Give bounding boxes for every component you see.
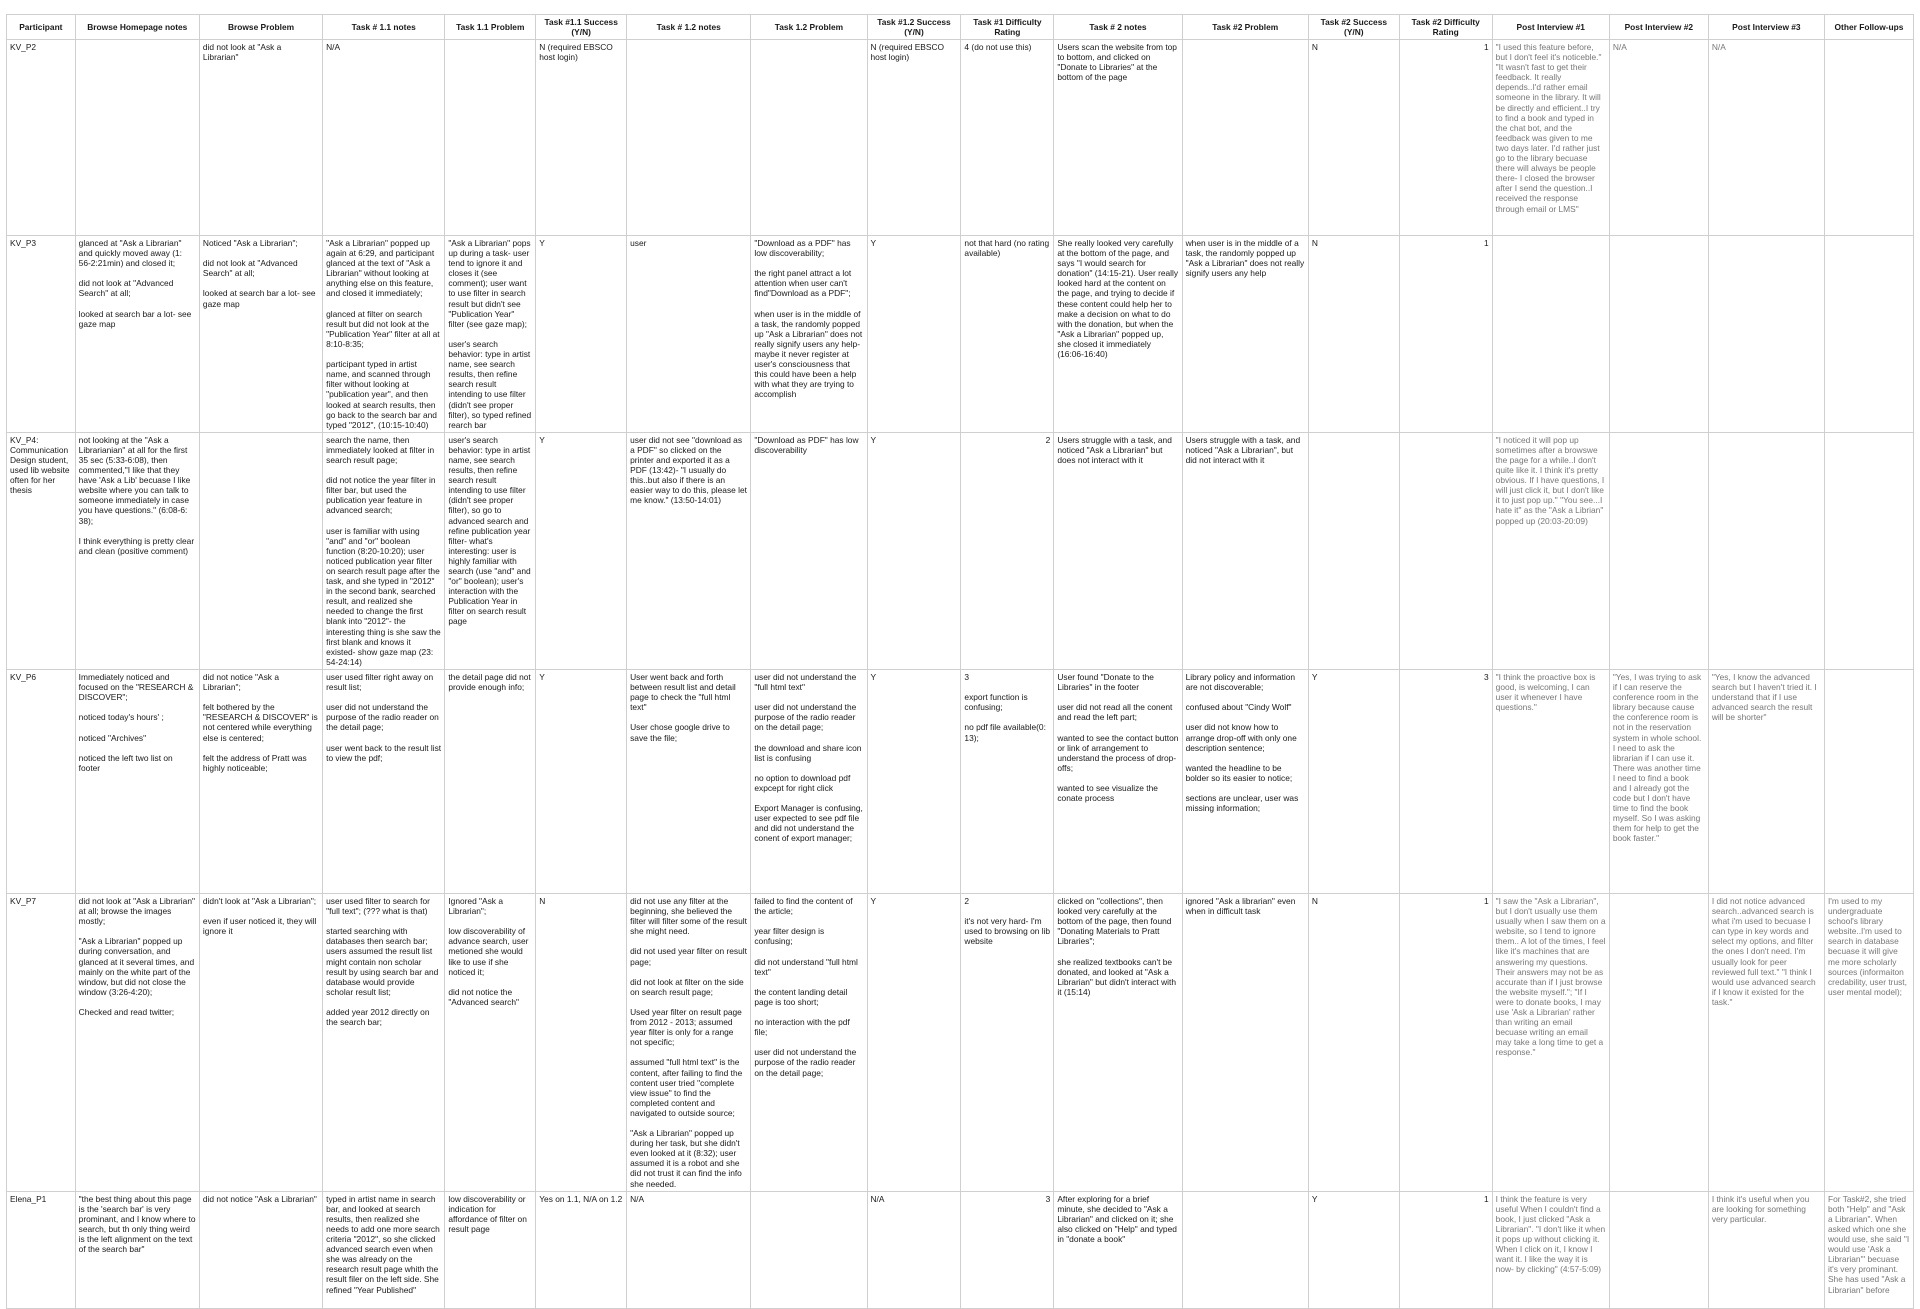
cell-task12-problem[interactable]: "Download as PDF" has low discoverability bbox=[751, 432, 867, 669]
column-header-post-interview-2[interactable]: Post Interview #2 bbox=[1609, 15, 1708, 40]
cell-browse-problem[interactable]: did not look at "Ask a Librarian" bbox=[199, 40, 322, 236]
cell-task1-difficulty[interactable]: 3 bbox=[961, 1191, 1054, 1308]
column-header-post-interview-1[interactable]: Post Interview #1 bbox=[1492, 15, 1609, 40]
cell-other-follow-ups[interactable] bbox=[1824, 40, 1913, 236]
cell-task12-problem[interactable] bbox=[751, 1191, 867, 1308]
table-row bbox=[7, 669, 1914, 893]
cell-task1-difficulty[interactable]: not that hard (no rating available) bbox=[961, 236, 1054, 433]
cell-task2-difficulty[interactable]: 1 bbox=[1399, 1191, 1492, 1308]
cell-task1-difficulty[interactable]: 3 export function is confusing; no pdf file available(0: 13); bbox=[961, 669, 1054, 893]
cell-post-interview-1[interactable]: "I used this feature before, but I don't feel it's noticeble." "It wasn't fast to get their feedback. It really depends..I'd rather email someone in the library. It will be directly and efficient..I try to find a book and typed in the chat bot, and the feedback was given to me two days later. I'd rather just go to the library becuase there will always be people there- I closed the browser after I send the question..I received the response through email or LMS" bbox=[1492, 40, 1609, 236]
cell-task11-problem[interactable]: user's search behavior: type in artist name, see search results, then refine search result intending to use filter (didn't see proper filter), so go to advanced search and refine publication year filter- what's interesting: user is highly familiar with search (use "and" and "or" boolean); user's interaction with the Publication Year in filter on search result page bbox=[445, 432, 536, 669]
cell-task12-success[interactable]: Y bbox=[867, 432, 961, 669]
cell-task11-notes[interactable]: user used filter to search for "full text"; (??? what is that) started searching with databases then search bar; users assumed the result list might contain non scholar result by using search bar and database would provide scholar result list; added year 2012 directly on the search bar; bbox=[323, 893, 445, 1191]
cell-task11-success[interactable]: N (required EBSCO host login) bbox=[536, 40, 627, 236]
cell-participant[interactable]: KV_P7 bbox=[7, 893, 76, 1191]
cell-task1-difficulty[interactable]: 4 (do not use this) bbox=[961, 40, 1054, 236]
cell-browse-notes[interactable]: not looking at the "Ask a Librarianian" at all for the first 35 sec (5:33-6:08), then commented,"I like that they have 'Ask a Lib' becuase I like website where you can talk to someone immediately in case you have questions." (6:08-6: 38); I think everything is pretty clear and clean (positive comment) bbox=[75, 432, 199, 669]
cell-task12-notes[interactable]: user bbox=[627, 236, 751, 433]
cell-task2-success[interactable]: Y bbox=[1308, 1191, 1399, 1308]
cell-task2-problem[interactable]: Library policy and information are not discoverable; confused about "Cindy Wolf" user did not know how to arrange drop-off with only one description sentence; wanted the headline to be bolder so its easier to notice; sections are unclear, user was missing information; bbox=[1182, 669, 1308, 893]
cell-task12-success[interactable]: Y bbox=[867, 669, 961, 893]
cell-task2-notes[interactable]: User found "Donate to the Libraries" in the footer user did not read all the conent and read the left part; wanted to see the contact button or link of arrangement to understand the process of drop-offs; wanted to see visualize the conate process bbox=[1054, 669, 1182, 893]
cell-task12-success[interactable]: N (required EBSCO host login) bbox=[867, 40, 961, 236]
column-header-task2-problem[interactable]: Task #2 Problem bbox=[1182, 15, 1308, 40]
cell-task11-problem[interactable]: Ignored "Ask a Librarian"; low discoverability of advance search, user metioned she would like to use if she noticed it; did not notice the "Advanced search" bbox=[445, 893, 536, 1191]
cell-participant[interactable]: KV_P2 bbox=[7, 40, 76, 236]
cell-browse-problem[interactable]: did not notice "Ask a Librarian"; felt bothered by the "RESEARCH & DISCOVER" is not centered while everything else is centered; felt the address of Pratt was highly noticeable; bbox=[199, 669, 322, 893]
cell-task11-notes[interactable]: "Ask a Librarian" popped up again at 6:29, and participant glanced at the text of "Ask a Librarian" without looking at anything else on this feature, and closed it immediately; glanced at filter on search result but did not look at the "Publication Year" filter at all at 8:10-8:35; participant typed in artist name, and scanned through filter without looking at "publication year", and then looked at search results, then go back to the search bar and typed "2012", (10:15-10:40) bbox=[323, 236, 445, 433]
cell-task2-problem[interactable] bbox=[1182, 1191, 1308, 1308]
cell-task2-difficulty[interactable]: 3 bbox=[1399, 669, 1492, 893]
cell-browse-problem[interactable]: Noticed "Ask a Librarian"; did not look at "Advanced Search" at all; looked at search bar a lot- see gaze map bbox=[199, 236, 322, 433]
cell-post-interview-1[interactable]: "I noticed it will pop up sometimes after a browswe the page for a while..I don't quite like it. I think it's pretty obvious. If I have questions, I will just click it, but I don't like it to just pop up." "You see...I hate it" as the "Ask a Librian" popped up (20:03-20:09) bbox=[1492, 432, 1609, 669]
cell-post-interview-3[interactable]: I did not notice advanced search..advanced search is what i'm used to becuase I can type in key words and select my options, and filter the ones I don't need. I'm usually look for peer reviewed full text." "I think I would use advanced search if I know it existed for the task." bbox=[1708, 893, 1824, 1191]
cell-task2-success[interactable]: Y bbox=[1308, 669, 1399, 893]
cell-post-interview-2[interactable]: N/A bbox=[1609, 40, 1708, 236]
cell-browse-problem[interactable]: didn't look at "Ask a Librarian"; even if user noticed it, they will ignore it bbox=[199, 893, 322, 1191]
cell-task2-success[interactable] bbox=[1308, 432, 1399, 669]
cell-task12-notes[interactable]: User went back and forth between result list and detail page to check the "full html text" User chose google drive to save the file; bbox=[627, 669, 751, 893]
cell-post-interview-3[interactable]: "Yes, I know the advanced search but I haven't tried it. I understand that if I use advanced search the result will be shorter" bbox=[1708, 669, 1824, 893]
cell-task2-problem[interactable] bbox=[1182, 40, 1308, 236]
cell-task11-success[interactable]: Y bbox=[536, 669, 627, 893]
column-header-task12-notes[interactable]: Task # 1.2 notes bbox=[627, 15, 751, 40]
cell-task2-success[interactable]: N bbox=[1308, 40, 1399, 236]
cell-task2-success[interactable]: N bbox=[1308, 893, 1399, 1191]
cell-task11-success[interactable]: N bbox=[536, 893, 627, 1191]
column-header-task12-success[interactable]: Task #1.2 Success (Y/N) bbox=[867, 15, 961, 40]
cell-post-interview-3[interactable] bbox=[1708, 432, 1824, 669]
cell-task11-notes[interactable]: user used filter right away on result list; user did not understand the purpose of the radio reader on the detail page; user went back to the result list to view the pdf; bbox=[323, 669, 445, 893]
cell-other-follow-ups[interactable] bbox=[1824, 669, 1913, 893]
cell-other-follow-ups[interactable] bbox=[1824, 236, 1913, 433]
cell-participant[interactable]: KV_P3 bbox=[7, 236, 76, 433]
cell-participant[interactable]: Elena_P1 bbox=[7, 1191, 76, 1308]
table-row bbox=[7, 1191, 1914, 1308]
column-header-participant[interactable]: Participant bbox=[7, 15, 76, 40]
cell-task11-problem[interactable]: the detail page did not provide enough info; bbox=[445, 669, 536, 893]
table-row bbox=[7, 893, 1914, 1191]
cell-task11-notes[interactable]: search the name, then immediately looked at filter in search result page; did not notice the year filter in filter bar, but used the publication year feature in advanced search; user is familiar with using "and" and "or" boolean function (8:20-10:20); user noticed publication year filter on search result page after the task, and she typed in "2012" in the second bank, searched result, and realized she needed to change the first blank into "2012"- the interesting thing is she saw the first blank and knows it existed- show gaze map (23: 54-24:14) bbox=[323, 432, 445, 669]
findings-table bbox=[6, 14, 1914, 1309]
cell-post-interview-2[interactable]: "Yes, I was trying to ask if I can reserve the conference room in the library because cause the conference room is not in the reservation system in whole school. I need to ask the librarian if I can use it. There was another time I need to find a book and I already got the code but I don't have time to find the book myself. So I was asking them for help to get the book faster." bbox=[1609, 669, 1708, 893]
cell-post-interview-1[interactable]: I think the feature is very useful When I couldn't find a book, I just clicked "Ask a Librarian". "I don't like it when it pops up without clicking it. When I click on it, I know I want it. I like the way it is now- by clicking" (4:57-5:09) bbox=[1492, 1191, 1609, 1308]
cell-task2-notes[interactable]: Users struggle with a task, and noticed "Ask a Librarian" but does not interact with it bbox=[1054, 432, 1182, 669]
cell-post-interview-2[interactable] bbox=[1609, 893, 1708, 1191]
cell-post-interview-1[interactable]: "I saw the "Ask a Librarian", but I don't usually use them usually when I saw them on a website, so I tend to ignore them.. A lot of the times, I feel like it's machines that are answering my questions. Their answers may not be as accurate than if I just browse the website myself."; "If I were to donate books, I may use 'Ask a Librarian' rather than writing an email becuase writing an email may take a long time to get a response." bbox=[1492, 893, 1609, 1191]
cell-post-interview-2[interactable] bbox=[1609, 236, 1708, 433]
column-header-other-follow-ups[interactable]: Other Follow-ups bbox=[1824, 15, 1913, 40]
cell-task1-difficulty[interactable]: 2 it's not very hard- I'm used to browsing on lib website bbox=[961, 893, 1054, 1191]
table-row bbox=[7, 432, 1914, 669]
usability-notes-spreadsheet bbox=[6, 14, 1914, 1309]
cell-task11-notes[interactable]: N/A bbox=[323, 40, 445, 236]
cell-task2-difficulty[interactable]: 1 bbox=[1399, 236, 1492, 433]
table-row bbox=[7, 40, 1914, 236]
column-header-browse-problem[interactable]: Browse Problem bbox=[199, 15, 322, 40]
table-row bbox=[7, 236, 1914, 433]
cell-post-interview-1[interactable]: "I think the proactive box is good, is welcoming, I can user it whenever I have questions." bbox=[1492, 669, 1609, 893]
column-header-task11-notes[interactable]: Task # 1.1 notes bbox=[323, 15, 445, 40]
cell-task12-notes[interactable]: user did not see "download as a PDF" so clicked on the printer and exported it as a PDF (13:42)- "I usually do this..but also if there is an easier way to do this, please let me know." (13:50-14:01) bbox=[627, 432, 751, 669]
cell-browse-problem[interactable] bbox=[199, 432, 322, 669]
column-header-task2-difficulty[interactable]: Task #2 Difficulty Rating bbox=[1399, 15, 1492, 40]
cell-task2-difficulty[interactable]: 1 bbox=[1399, 40, 1492, 236]
cell-task2-problem[interactable]: ignored "Ask a librarian" even when in difficult task bbox=[1182, 893, 1308, 1191]
cell-browse-notes[interactable] bbox=[75, 40, 199, 236]
cell-task12-success[interactable]: N/A bbox=[867, 1191, 961, 1308]
cell-post-interview-2[interactable] bbox=[1609, 1191, 1708, 1308]
cell-task11-problem[interactable] bbox=[445, 40, 536, 236]
cell-other-follow-ups[interactable]: For Task#2, she tried both "Help" and "Ask a Librarian". When asked which one she would use, she said "I would use 'Ask a Librarian'" becuase it's very prominant. She has used "Ask a Librarian" before bbox=[1824, 1191, 1913, 1308]
column-header-browse-notes[interactable]: Browse Homepage notes bbox=[75, 15, 199, 40]
cell-task11-success[interactable]: Yes on 1.1, N/A on 1.2 bbox=[536, 1191, 627, 1308]
cell-task12-problem[interactable] bbox=[751, 40, 867, 236]
cell-task12-notes[interactable]: N/A bbox=[627, 1191, 751, 1308]
cell-task2-difficulty[interactable] bbox=[1399, 432, 1492, 669]
cell-browse-notes[interactable]: glanced at "Ask a Librarian" and quickly moved away (1: 56-2:21min) and closed it; did not look at "Advanced Search" at all; looked at search bar a lot- see gaze map bbox=[75, 236, 199, 433]
cell-task2-problem[interactable]: when user is in the middle of a task, the randomly popped up "Ask a Librarian" does not really signify users any help bbox=[1182, 236, 1308, 433]
cell-task1-difficulty[interactable]: 2 bbox=[961, 432, 1054, 669]
cell-task12-problem[interactable]: failed to find the content of the article; year filter design is confusing; did not understand "full html text" the content landing detail page is too short; no interaction with the pdf file; user did not understand the purpose of the radio reader on the detail page; bbox=[751, 893, 867, 1191]
cell-browse-notes[interactable]: Immediately noticed and focused on the "RESEARCH & DISCOVER"; noticed today's hours' ; noticed "Archives" noticed the left two list on footer bbox=[75, 669, 199, 893]
column-header-task2-notes[interactable]: Task # 2 notes bbox=[1054, 15, 1182, 40]
cell-task2-notes[interactable]: After exploring for a brief minute, she decided to "Ask a Librarian" and clicked on it; she also clicked on "Help" and typed in "donate a book" bbox=[1054, 1191, 1182, 1308]
cell-task12-success[interactable]: Y bbox=[867, 893, 961, 1191]
cell-post-interview-3[interactable]: N/A bbox=[1708, 40, 1824, 236]
cell-task2-notes[interactable]: She really looked very carefully at the bottom of the page, and says "I would search for donation" (14:15-21). User really looked hard at the content on the page, and trying to decide if these content could help her to make a decision on what to do with the donation, but when the "Ask a Librarian" popped up, she closed it immediately (16:06-16:40) bbox=[1054, 236, 1182, 433]
cell-task2-notes[interactable]: clicked on "collections", then looked very carefully at the bottom of the page, then found "Donating Materials to Pratt Libraries"; she realized textbooks can't be donated, and looked at "Ask a Librarian" but didn't interact with it (15:14) bbox=[1054, 893, 1182, 1191]
cell-task11-problem[interactable]: "Ask a Librarian" pops up during a task- user tend to ignore it and closes it (see comment); user want to use filter in search result but didn't see "Publication Year" filter (see gaze map); user's search behavior: type in artist name, see search results, then refine search result intending to use filter (didn't see proper filter), so typed refined rearch bar bbox=[445, 236, 536, 433]
cell-task12-problem[interactable]: "Download as a PDF" has low discoverability; the right panel attract a lot attention when user can't find"Download as a PDF"; when user is in the middle of a task, the randomly popped up "Ask a Librarian" does not really signify users any help- maybe it never register at user's consciousness that this could have been a help with what they are trying to accomplish bbox=[751, 236, 867, 433]
cell-task2-success[interactable]: N bbox=[1308, 236, 1399, 433]
cell-post-interview-3[interactable] bbox=[1708, 236, 1824, 433]
cell-participant[interactable]: KV_P6 bbox=[7, 669, 76, 893]
cell-task2-difficulty[interactable]: 1 bbox=[1399, 893, 1492, 1191]
cell-task12-problem[interactable]: user did not understand the "full html text" user did not understand the purpose of the radio reader on the detail page; the download and share icon list is confusing no option to download pdf expcept for right click Export Manager is confusing, user expected to see pdf file and did not understand the conent of export manager; bbox=[751, 669, 867, 893]
cell-other-follow-ups[interactable]: I'm used to my undergraduate school's library website..I'm used to search in database becuase it will give me more scholarly sources (informaiton credability, user trust, user mental model); bbox=[1824, 893, 1913, 1191]
column-header-post-interview-3[interactable]: Post Interview #3 bbox=[1708, 15, 1824, 40]
cell-task2-notes[interactable]: Users scan the website from top to bottom, and clicked on "Donate to Libraries" at the bottom of the page bbox=[1054, 40, 1182, 236]
cell-post-interview-2[interactable] bbox=[1609, 432, 1708, 669]
cell-task11-notes[interactable]: typed in artist name in search bar, and looked at search results, then realized she needs to add one more search criteria "2012", so she clicked advanced search even when she was already on the research result page whith the result filer on the left side. She refined "Year Published" bbox=[323, 1191, 445, 1308]
header-row bbox=[7, 15, 1914, 40]
cell-post-interview-3[interactable]: I think it's useful when you are looking for something very particular. bbox=[1708, 1191, 1824, 1308]
cell-other-follow-ups[interactable] bbox=[1824, 432, 1913, 669]
column-header-task11-problem[interactable]: Task 1.1 Problem bbox=[445, 15, 536, 40]
cell-task11-success[interactable]: Y bbox=[536, 432, 627, 669]
cell-post-interview-1[interactable] bbox=[1492, 236, 1609, 433]
column-header-task11-success[interactable]: Task #1.1 Success (Y/N) bbox=[536, 15, 627, 40]
cell-browse-notes[interactable]: "the best thing about this page is the 'search bar' is very prominant, and I know where to search, but th only thing weird is the left alignment on the text of the search bar" bbox=[75, 1191, 199, 1308]
cell-task11-success[interactable]: Y bbox=[536, 236, 627, 433]
column-header-task2-success[interactable]: Task #2 Success (Y/N) bbox=[1308, 15, 1399, 40]
cell-task12-notes[interactable]: did not use any filter at the beginning, she believed the filter will filter some of the result she might need. did not used year filter on result page; did not look at filter on the side on search result page; Used year filter on result page from 2012 - 2013; assumed year filter is only for a range not specific; assumed "full html text" is the content, after failing to find the content user tried "complete view issue" to find the completed content and navigated to outside source; "Ask a Librarian" popped up during her task, but she didn't even looked at it (8:32); user assumed it is a robot and she did not trust it can find the info she needed. bbox=[627, 893, 751, 1191]
cell-task12-success[interactable]: Y bbox=[867, 236, 961, 433]
column-header-task12-problem[interactable]: Task 1.2 Problem bbox=[751, 15, 867, 40]
column-header-task1-difficulty[interactable]: Task #1 Difficulty Rating bbox=[961, 15, 1054, 40]
cell-task2-problem[interactable]: Users struggle with a task, and noticed "Ask a Librarian", but did not interact with it bbox=[1182, 432, 1308, 669]
cell-browse-notes[interactable]: did not look at "Ask a Librarian" at all; browse the images mostly; "Ask a Librarian" popped up during conversation, and glanced at it several times, and mainly on the white part of the window, but did not close the window (3:26-4:20); Checked and read twitter; bbox=[75, 893, 199, 1191]
cell-participant[interactable]: KV_P4: Communication Design student, used lib website often for her thesis bbox=[7, 432, 76, 669]
cell-browse-problem[interactable]: did not notice "Ask a Librarian" bbox=[199, 1191, 322, 1308]
cell-task11-problem[interactable]: low discoverability or indication for affordance of filter on result page bbox=[445, 1191, 536, 1308]
cell-task12-notes[interactable] bbox=[627, 40, 751, 236]
